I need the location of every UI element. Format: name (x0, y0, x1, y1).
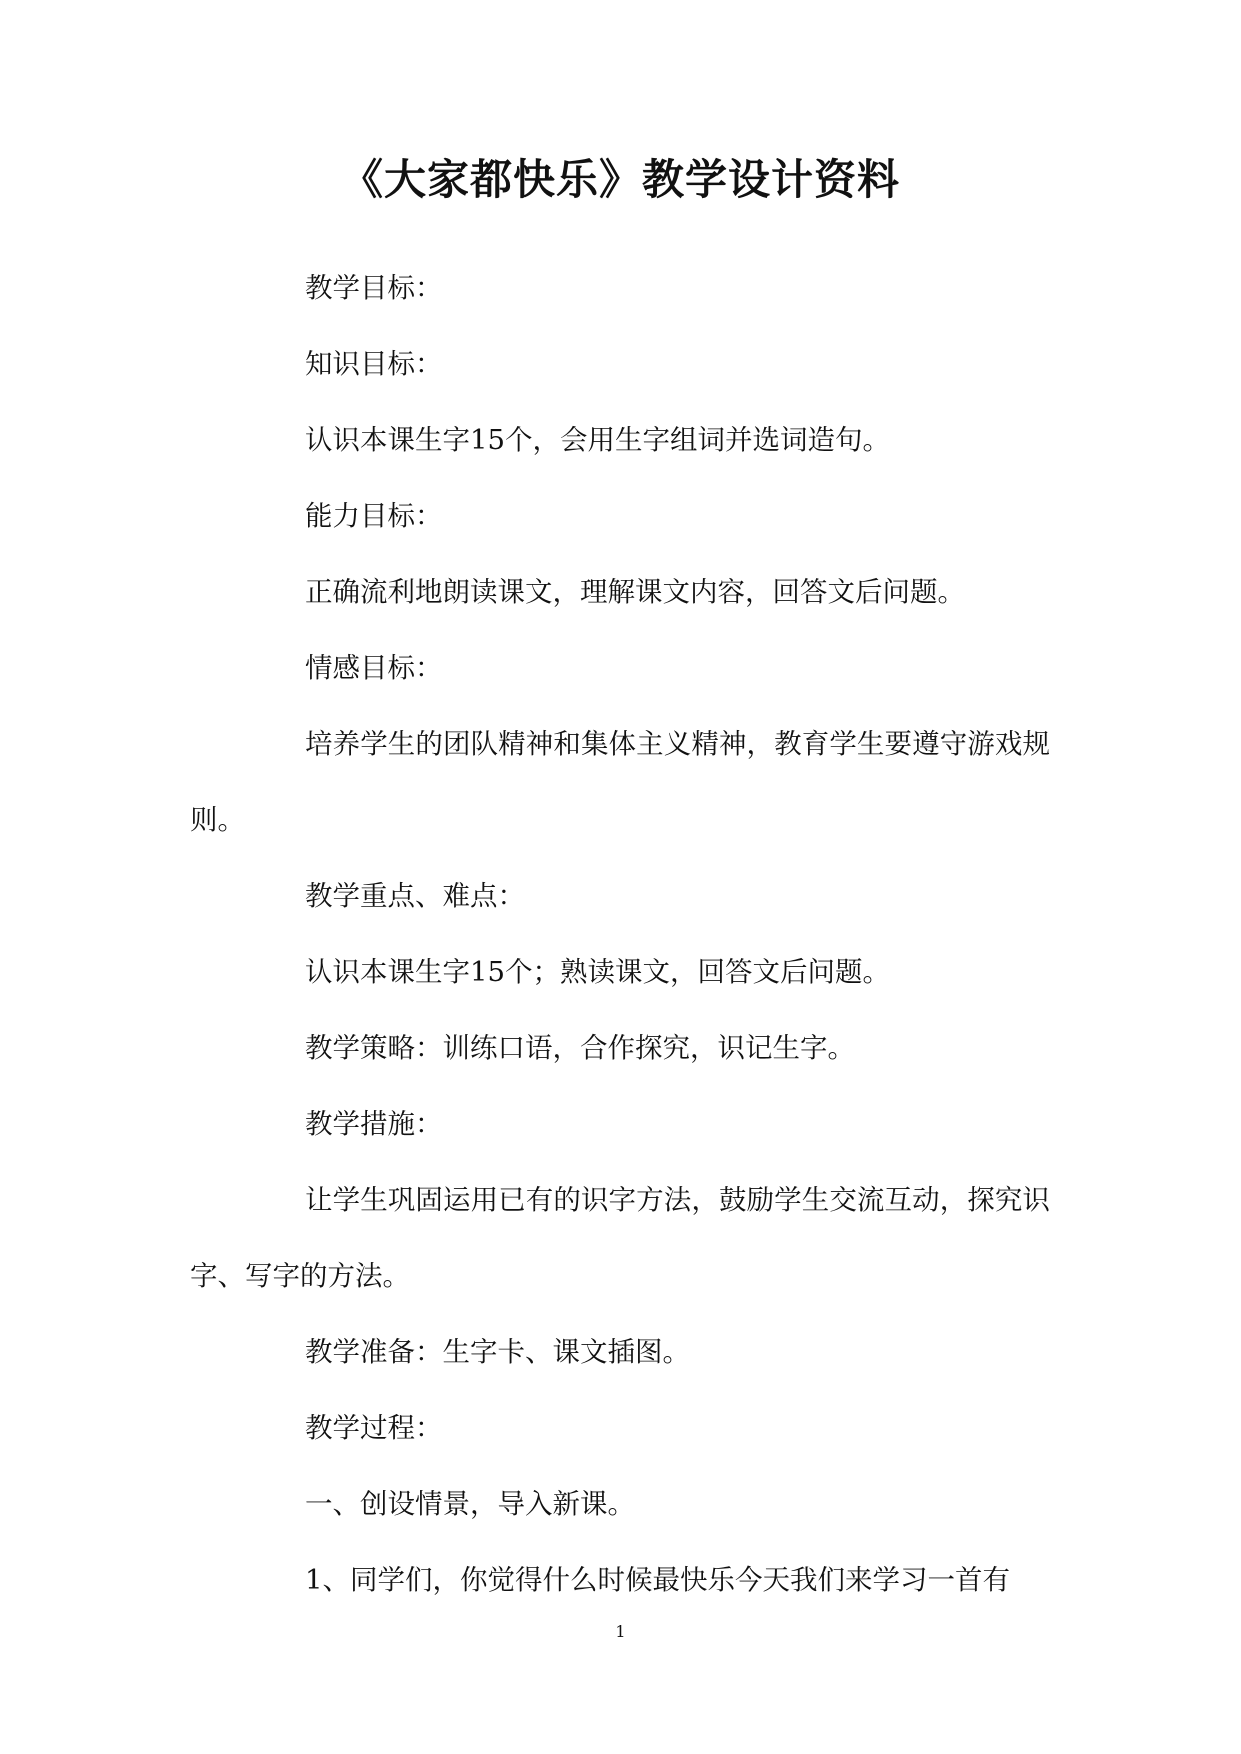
page-number: 1 (615, 1622, 626, 1641)
paragraph-knowledge-detail: 认识本课生字15个，会用生字组词并选词造句。 (305, 424, 890, 456)
paragraph-emotion-goals: 情感目标： (305, 652, 443, 684)
paragraph-strategy: 教学策略：训练口语，合作探究，识记生字。 (305, 1032, 855, 1064)
paragraph-ability-detail: 正确流利地朗读课文，理解课文内容，回答文后问题。 (305, 576, 965, 608)
paragraph-step-one-item-1: 1、同学们，你觉得什么时候最快乐今天我们来学习一首有 (305, 1564, 1010, 1596)
paragraph-teaching-goals: 教学目标： (305, 272, 443, 304)
paragraph-emotion-detail: 培养学生的团队精神和集体主义精神，教育学生要遵守游戏规则。 (190, 728, 1050, 836)
paragraph-preparation: 教学准备：生字卡、课文插图。 (305, 1336, 690, 1368)
paragraph-knowledge-goals: 知识目标： (305, 348, 443, 380)
paragraph-ability-goals: 能力目标： (305, 500, 443, 532)
paragraph-key-points: 教学重点、难点： (305, 880, 525, 912)
paragraph-measures: 教学措施： (305, 1108, 443, 1140)
document-title: 《大家都快乐》教学设计资料 (340, 155, 900, 204)
paragraph-measures-detail: 让学生巩固运用已有的识字方法，鼓励学生交流互动，探究识字、写字的方法。 (190, 1184, 1050, 1292)
document-body (190, 250, 1050, 1618)
paragraph-key-points-detail: 认识本课生字15个；熟读课文，回答文后问题。 (305, 956, 890, 988)
paragraph-process: 教学过程： (305, 1412, 443, 1444)
paragraph-step-one: 一、创设情景，导入新课。 (305, 1488, 635, 1520)
